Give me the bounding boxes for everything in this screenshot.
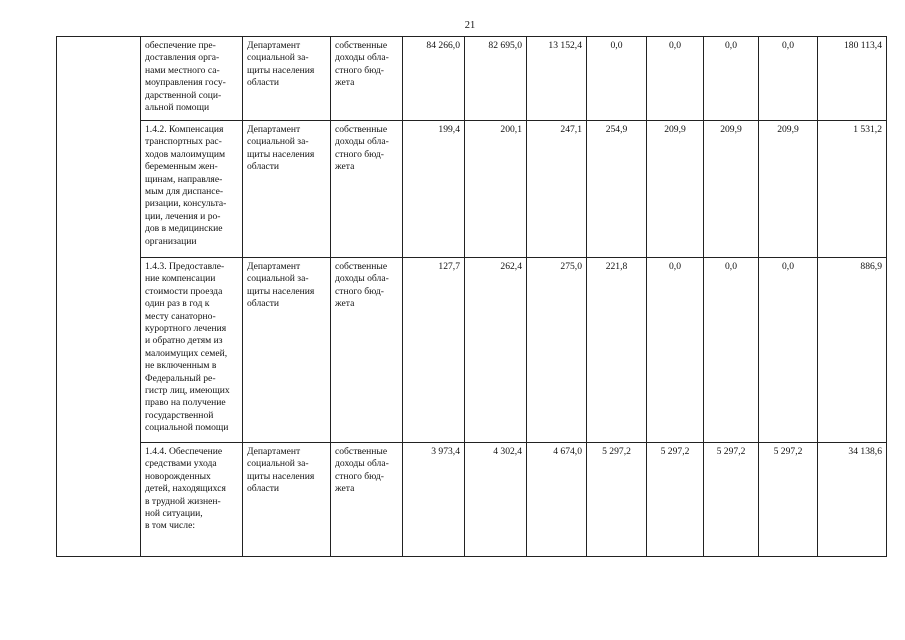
value-cell: 199,4 xyxy=(403,121,465,258)
measure-name-cell: 1.4.4. Обеспечение средствами ухода новорожденных детей, находящихся в трудной жизнен- ной ситуации, в том числе: xyxy=(141,443,243,557)
total-cell: 886,9 xyxy=(818,258,887,443)
funding-source-cell: собственные доходы обла- стного бюд- жета xyxy=(331,37,403,121)
value-cell: 5 297,2 xyxy=(759,443,818,557)
value-cell: 0,0 xyxy=(759,37,818,121)
value-cell: 0,0 xyxy=(704,37,759,121)
executor-cell: Департамент социальной за- щиты населения области xyxy=(243,37,331,121)
measure-name-cell: обеспечение пре- доставления орга- нами местного са- моуправления госу- дарственной соци- альной помощи xyxy=(141,37,243,121)
page-number: 21 xyxy=(464,20,476,31)
table-row xyxy=(57,443,887,557)
total-cell: 180 113,4 xyxy=(818,37,887,121)
value-cell: 5 297,2 xyxy=(647,443,704,557)
value-cell: 209,9 xyxy=(647,121,704,258)
value-cell: 4 302,4 xyxy=(465,443,527,557)
funding-source-cell: собственные доходы обла- стного бюд- жета xyxy=(331,121,403,258)
value-cell: 0,0 xyxy=(704,258,759,443)
value-cell: 262,4 xyxy=(465,258,527,443)
value-cell: 127,7 xyxy=(403,258,465,443)
value-cell: 5 297,2 xyxy=(704,443,759,557)
table-row xyxy=(57,37,887,121)
budget-table xyxy=(56,36,887,557)
value-cell: 275,0 xyxy=(527,258,587,443)
measure-name-cell: 1.4.2. Компенсация транспортных рас- ходов малоимущим беременным жен- щинам, направляе- мым для диспансе- ризации, консульта- ции, лечения и ро- дов в медицинские организации xyxy=(141,121,243,258)
value-cell: 82 695,0 xyxy=(465,37,527,121)
value-cell: 0,0 xyxy=(587,37,647,121)
value-cell: 5 297,2 xyxy=(587,443,647,557)
funding-source-cell: собственные доходы обла- стного бюд- жета xyxy=(331,443,403,557)
value-cell: 254,9 xyxy=(587,121,647,258)
value-cell: 209,9 xyxy=(704,121,759,258)
value-cell: 84 266,0 xyxy=(403,37,465,121)
measure-name-cell: 1.4.3. Предоставле- ние компенсации стоимости проезда один раз в год к месту санаторно- курортного лечения и обратно детям из малоимущих семей, не включенным в Федеральный ре- гистр лиц, имеющих право на получение государственной социальной помощи xyxy=(141,258,243,443)
value-cell: 200,1 xyxy=(465,121,527,258)
value-cell: 0,0 xyxy=(647,258,704,443)
executor-cell: Департамент социальной за- щиты населения области xyxy=(243,121,331,258)
table-row xyxy=(57,121,887,258)
executor-cell: Департамент социальной за- щиты населения области xyxy=(243,443,331,557)
funding-source-cell: собственные доходы обла- стного бюд- жета xyxy=(331,258,403,443)
value-cell: 209,9 xyxy=(759,121,818,258)
value-cell: 0,0 xyxy=(759,258,818,443)
value-cell: 221,8 xyxy=(587,258,647,443)
value-cell: 4 674,0 xyxy=(527,443,587,557)
value-cell: 247,1 xyxy=(527,121,587,258)
value-cell: 0,0 xyxy=(647,37,704,121)
total-cell: 34 138,6 xyxy=(818,443,887,557)
executor-cell: Департамент социальной за- щиты населения области xyxy=(243,258,331,443)
value-cell: 13 152,4 xyxy=(527,37,587,121)
value-cell: 3 973,4 xyxy=(403,443,465,557)
total-cell: 1 531,2 xyxy=(818,121,887,258)
blank-cell xyxy=(57,37,141,557)
table-row xyxy=(57,258,887,443)
